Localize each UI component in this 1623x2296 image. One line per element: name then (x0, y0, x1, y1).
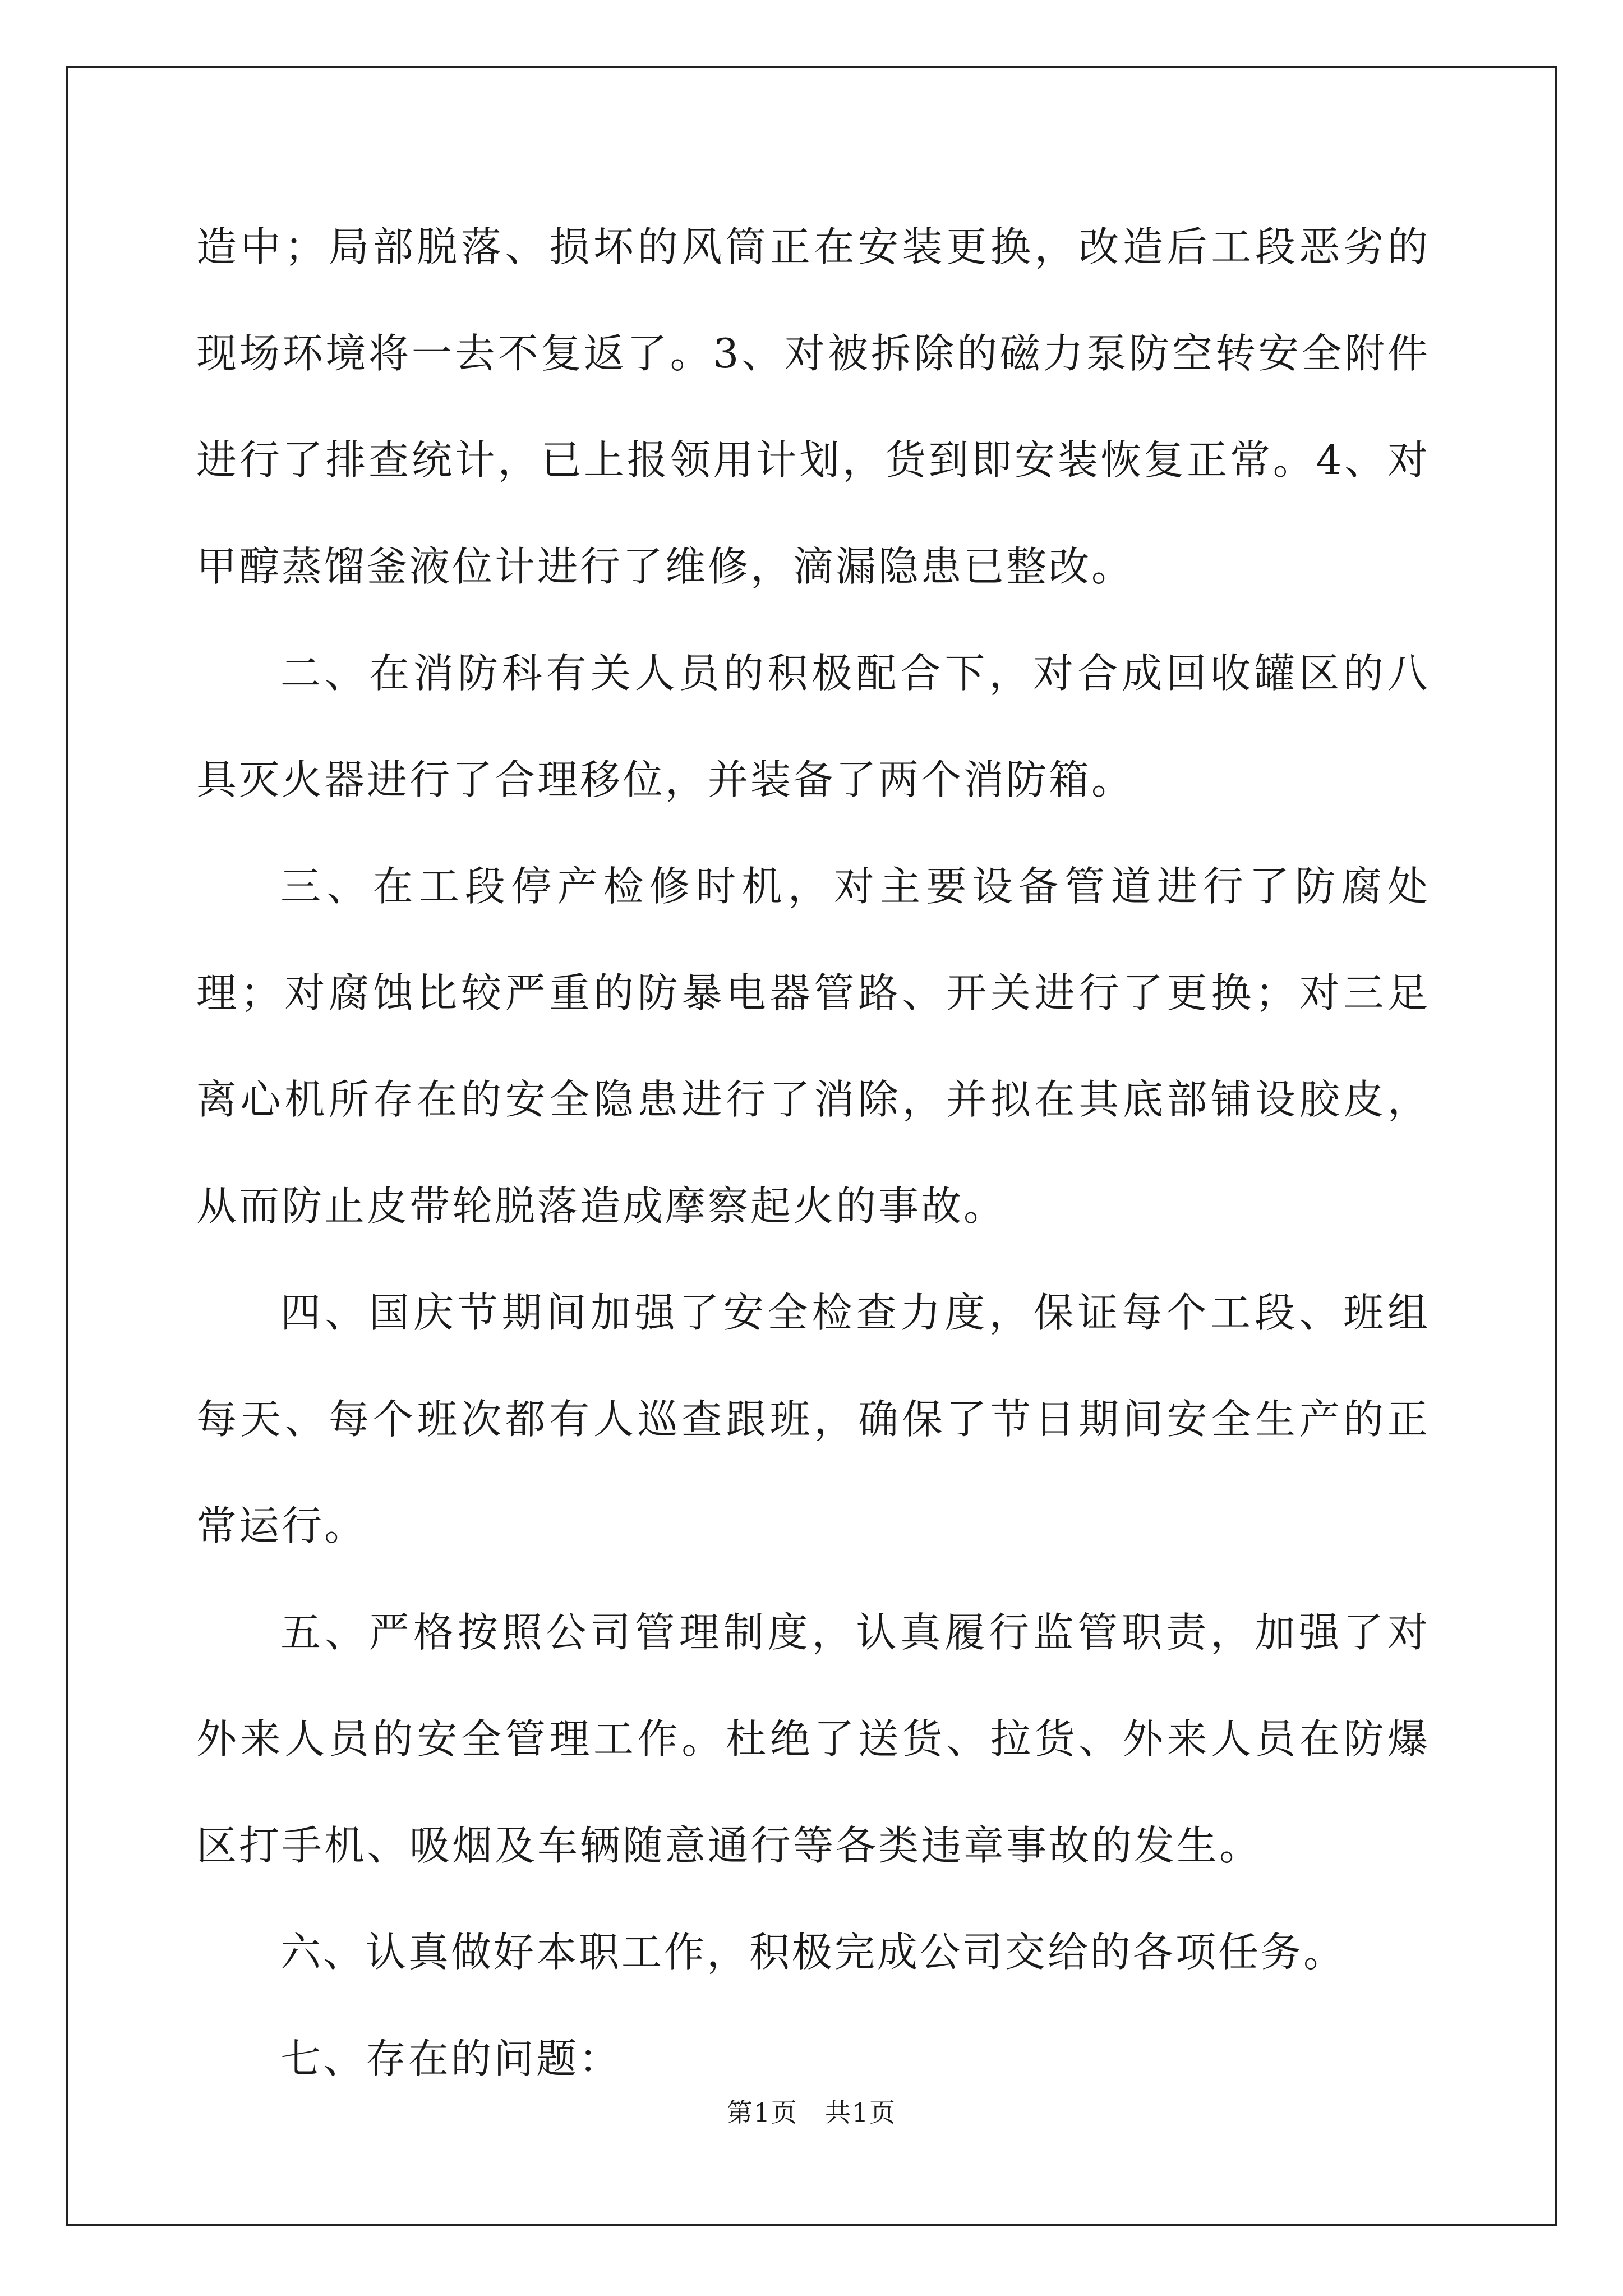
document-body (196, 194, 1430, 2112)
paragraph-1: 造中；局部脱落、损坏的风筒正在安装更换，改造后工段恶劣的现场环境将一去不复返了。3、对被拆除的磁力泵防空转安全附件进行了排查统计，已上报领用计划，货到即安装恢复正常。4、对甲醇蒸馏釜液位计进行了维修，滴漏隐患已整改。 (196, 223, 1430, 590)
page-footer: 第1页 共1页 (726, 2097, 897, 2128)
paragraph-5: 五、严格按照公司管理制度，认真履行监管职责，加强了对外来人员的安全管理工作。杜绝了送货、拉货、外来人员在防爆区打手机、吸烟及车辆随意通行等各类违章事故的发生。 (196, 1609, 1430, 1869)
paragraph-6: 六、认真做好本职工作，积极完成公司交给的各项任务。 (280, 1929, 1347, 1976)
paragraph-4: 四、国庆节期间加强了安全检查力度，保证每个工段、班组每天、每个班次都有人巡查跟班，确保了节日期间安全生产的正常运行。 (196, 1289, 1430, 1549)
paragraph-2: 二、在消防科有关人员的积极配合下，对合成回收罐区的八具灭火器进行了合理移位，并装备了两个消防箱。 (196, 650, 1430, 803)
paragraph-3: 三、在工段停产检修时机，对主要设备管道进行了防腐处理；对腐蚀比较严重的防暴电器管路、开关进行了更换；对三足离心机所存在的安全隐患进行了消除，并拟在其底部铺设胶皮，从而防止皮带轮脱落造成摩察起火的事故。 (196, 863, 1430, 1230)
paragraph-7: 七、存在的问题： (280, 2035, 622, 2082)
